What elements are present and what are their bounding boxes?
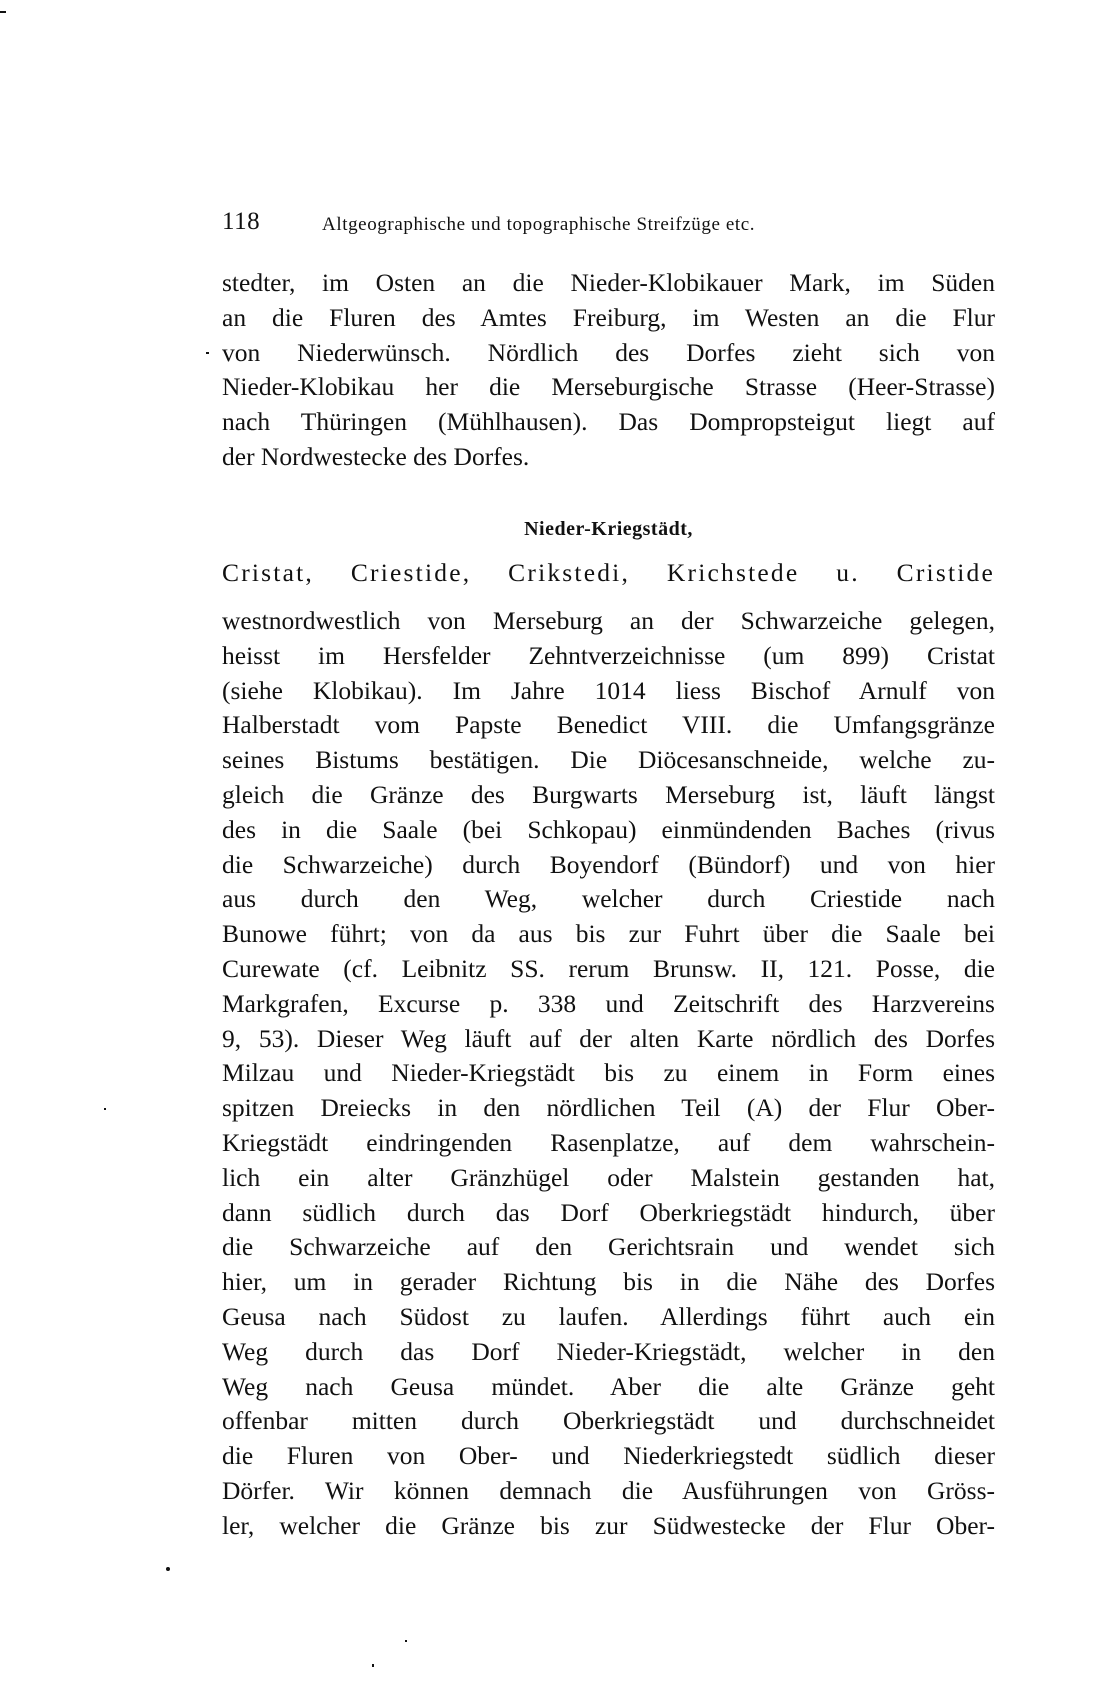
text-line: 9, 53). Dieser Weg läuft auf der alten Karte nördlich des Dorfes: [222, 1023, 995, 1053]
text-line: spitzen Dreiecks in den nördlichen Teil (A) der Flur Ober-: [222, 1093, 995, 1123]
text-line: die Schwarzeiche auf den Gerichtsrain und wendet sich: [222, 1232, 995, 1262]
text-line: ler, welcher die Gränze bis zur Südwestecke der Flur Ober-: [222, 1510, 995, 1540]
scan-speck: [104, 1108, 106, 1110]
text-line: stedter, im Osten an die Nieder-Klobikauer Mark, im Süden: [222, 268, 995, 297]
scan-speck: [206, 352, 209, 354]
scan-speck: [166, 1567, 170, 1571]
text-line: westnordwestlich von Merseburg an der Schwarzeiche gelegen,: [222, 606, 995, 635]
section-heading: Nieder-Kriegstädt,: [524, 518, 693, 540]
text-line: an die Fluren des Amtes Freiburg, im Westen an die Flur: [222, 302, 995, 332]
text-line: von Niederwünsch. Nördlich des Dorfes zieht sich von: [222, 337, 995, 367]
text-line: seines Bistums bestätigen. Die Diöcesanschneide, welche zu-: [222, 745, 995, 775]
text-line: aus durch den Weg, welcher durch Criestide nach: [222, 884, 995, 914]
text-line: offenbar mitten durch Oberkriegstädt und durchschneidet: [222, 1406, 995, 1436]
text-line: Dörfer. Wir können demnach die Ausführungen von Gröss-: [222, 1475, 995, 1505]
text-line: Markgrafen, Excurse p. 338 und Zeitschrift des Harzvereins: [222, 988, 995, 1018]
text-line: dann südlich durch das Dorf Oberkriegstädt hindurch, über: [222, 1197, 995, 1227]
scan-speck: [405, 1640, 407, 1642]
scan-mark-top-left: [0, 11, 6, 13]
text-line: Milzau und Nieder-Kriegstädt bis zu einem in Form eines: [222, 1058, 995, 1088]
text-line: gleich die Gränze des Burgwarts Merseburg ist, läuft längst: [222, 779, 995, 809]
text-line: heisst im Hersfelder Zehntverzeichnisse (um 899) Cristat: [222, 640, 995, 670]
text-line: Kriegstädt eindringenden Rasenplatze, auf dem wahrschein-: [222, 1127, 995, 1157]
text-line: nach Thüringen (Mühlhausen). Das Dompropsteigut liegt auf: [222, 407, 995, 437]
scan-speck: [372, 1664, 374, 1667]
text-line: die Fluren von Ober- und Niederkriegstedt südlich dieser: [222, 1441, 995, 1471]
text-line: Bunowe führt; von da aus bis zur Fuhrt über die Saale bei: [222, 919, 995, 949]
text-line: Curewate (cf. Leibnitz SS. rerum Brunsw. II, 121. Posse, die: [222, 953, 995, 983]
text-line: Halberstadt vom Papste Benedict VIII. die Umfangsgränze: [222, 710, 995, 740]
text-line: der Nordwestecke des Dorfes.: [222, 441, 530, 471]
text-line: die Schwarzeiche) durch Boyendorf (Bündorf) und von hier: [222, 849, 995, 879]
section-subtitle: Cristat, Criestide, Crikstedi, Krichstede u. Cristide: [222, 558, 995, 587]
text-line: Weg nach Geusa mündet. Aber die alte Gränze geht: [222, 1371, 995, 1401]
text-line: hier, um in gerader Richtung bis in die Nähe des Dorfes: [222, 1267, 995, 1297]
text-line: Weg durch das Dorf Nieder-Kriegstädt, welcher in den: [222, 1336, 995, 1366]
text-line: des in die Saale (bei Schkopau) einmündenden Baches (rivus: [222, 814, 995, 844]
text-line: Geusa nach Südost zu laufen. Allerdings führt auch ein: [222, 1301, 995, 1331]
text-line: Nieder-Klobikau her die Merseburgische Strasse (Heer-Strasse): [222, 372, 995, 402]
top-paragraph: [222, 266, 995, 475]
running-head: [222, 208, 1002, 238]
main-paragraph: [222, 604, 995, 1544]
text-line: (siehe Klobikau). Im Jahre 1014 liess Bischof Arnulf von: [222, 675, 995, 705]
text-line: lich ein alter Gränzhügel oder Malstein gestanden hat,: [222, 1162, 995, 1192]
running-title: Altgeographische und topographische Streifzüge etc.: [322, 214, 756, 235]
page-number: 118: [222, 208, 261, 235]
